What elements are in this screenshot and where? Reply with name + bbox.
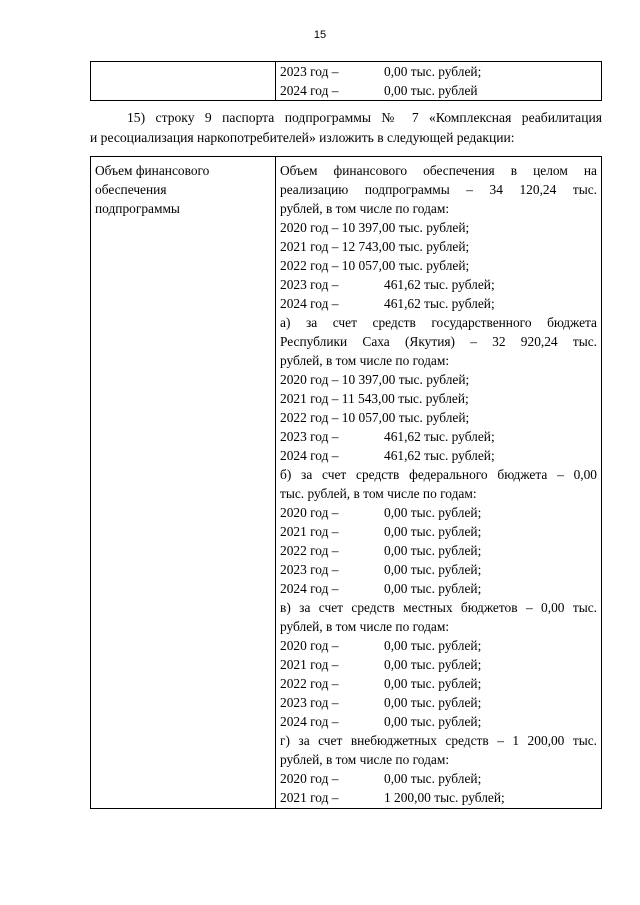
year-line [280, 636, 597, 655]
passport-table [90, 156, 602, 809]
row-label-cell [91, 157, 276, 809]
year-label: 2024 год – [280, 448, 339, 463]
year-line [280, 62, 597, 81]
year-line [280, 522, 597, 541]
text-line: рублей, в том числе по годам: [280, 752, 450, 767]
page-number: 15 [313, 29, 327, 41]
amount-value: 1 200,00 тыс. рублей; [384, 790, 505, 805]
year-label: 2021 год – [280, 790, 339, 805]
previous-table-continuation [90, 61, 602, 101]
year-line [280, 81, 597, 100]
instruction-line-1: 15) строку 9 паспорта подпрограммы № 7 «Комплексная реабилитация [127, 110, 602, 125]
year-line [280, 674, 597, 693]
text-line: 2022 год – 10 057,00 тыс. рублей; [280, 258, 470, 273]
year-line [280, 275, 597, 294]
label-line: обеспечения [95, 182, 167, 197]
year-line [280, 579, 597, 598]
text-line: реализацию подпрограммы – 34 120,24 тыс. [280, 182, 597, 197]
text-line: рублей, в том числе по годам: [280, 353, 450, 368]
amount-value: 461,62 тыс. рублей; [384, 296, 495, 311]
year-label: 2023 год – [280, 277, 339, 292]
year-label: 2024 год – [280, 581, 339, 596]
content-cell [276, 62, 602, 101]
text-line: рублей, в том числе по годам: [280, 201, 450, 216]
amount-value: 461,62 тыс. рублей; [384, 277, 495, 292]
amount-value: 0,00 тыс. рублей; [384, 676, 482, 691]
text-line: 2021 год – 11 543,00 тыс. рублей; [280, 391, 469, 406]
year-label: 2023 год – [280, 562, 339, 577]
row-content-cell [276, 157, 602, 809]
year-label: 2023 год – [280, 429, 339, 444]
year-line [280, 693, 597, 712]
label-cell [91, 62, 276, 101]
text-line: б) за счет средств федерального бюджета – 0,00 [280, 467, 597, 482]
amount-value: 461,62 тыс. рублей; [384, 448, 495, 463]
year-label: 2023 год – [280, 64, 339, 79]
amount-value: 0,00 тыс. рублей; [384, 695, 482, 710]
year-line [280, 712, 597, 731]
amount-value: 0,00 тыс. рублей; [384, 64, 482, 79]
text-line: в) за счет средств местных бюджетов – 0,00 тыс. [280, 600, 597, 615]
year-label: 2024 год – [280, 714, 339, 729]
text-line: г) за счет внебюджетных средств – 1 200,00 тыс. [280, 733, 597, 748]
year-label: 2023 год – [280, 695, 339, 710]
year-label: 2024 год – [280, 83, 339, 98]
amount-value: 0,00 тыс. рублей; [384, 771, 482, 786]
year-label: 2020 год – [280, 771, 339, 786]
year-label: 2020 год – [280, 505, 339, 520]
text-line: 2020 год – 10 397,00 тыс. рублей; [280, 372, 470, 387]
amount-value: 0,00 тыс. рублей [384, 83, 478, 98]
table-row [91, 62, 602, 101]
text-line: Объем финансового обеспечения в целом на [280, 163, 597, 178]
text-line: 2021 год – 12 743,00 тыс. рублей; [280, 239, 470, 254]
year-line [280, 560, 597, 579]
table-row [91, 157, 602, 809]
year-line [280, 788, 597, 807]
amount-value: 0,00 тыс. рублей; [384, 714, 482, 729]
year-label: 2022 год – [280, 543, 339, 558]
year-label: 2024 год – [280, 296, 339, 311]
year-line [280, 655, 597, 674]
year-line [280, 541, 597, 560]
text-line: а) за счет средств государственного бюджета [280, 315, 597, 330]
amount-value: 0,00 тыс. рублей; [384, 657, 482, 672]
year-line [280, 427, 597, 446]
amount-value: 0,00 тыс. рублей; [384, 505, 482, 520]
amount-value: 0,00 тыс. рублей; [384, 581, 482, 596]
text-line: рублей, в том числе по годам: [280, 619, 450, 634]
year-line [280, 446, 597, 465]
year-label: 2020 год – [280, 638, 339, 653]
label-line: Объем финансового [95, 163, 210, 178]
amount-value: 461,62 тыс. рублей; [384, 429, 495, 444]
instruction-line-2: и ресоциализация наркопотребителей» изложить в следующей редакции: [90, 130, 515, 145]
amount-value: 0,00 тыс. рублей; [384, 524, 482, 539]
year-line [280, 769, 597, 788]
label-line: подпрограммы [95, 201, 180, 216]
text-line: 2020 год – 10 397,00 тыс. рублей; [280, 220, 470, 235]
amount-value: 0,00 тыс. рублей; [384, 562, 482, 577]
year-line [280, 503, 597, 522]
text-line: тыс. рублей, в том числе по годам: [280, 486, 477, 501]
text-line: Республики Саха (Якутия) – 32 920,24 тыс. [280, 334, 597, 349]
amount-value: 0,00 тыс. рублей; [384, 543, 482, 558]
text-line: 2022 год – 10 057,00 тыс. рублей; [280, 410, 470, 425]
year-label: 2021 год – [280, 657, 339, 672]
year-label: 2022 год – [280, 676, 339, 691]
year-line [280, 294, 597, 313]
amount-value: 0,00 тыс. рублей; [384, 638, 482, 653]
year-label: 2021 год – [280, 524, 339, 539]
